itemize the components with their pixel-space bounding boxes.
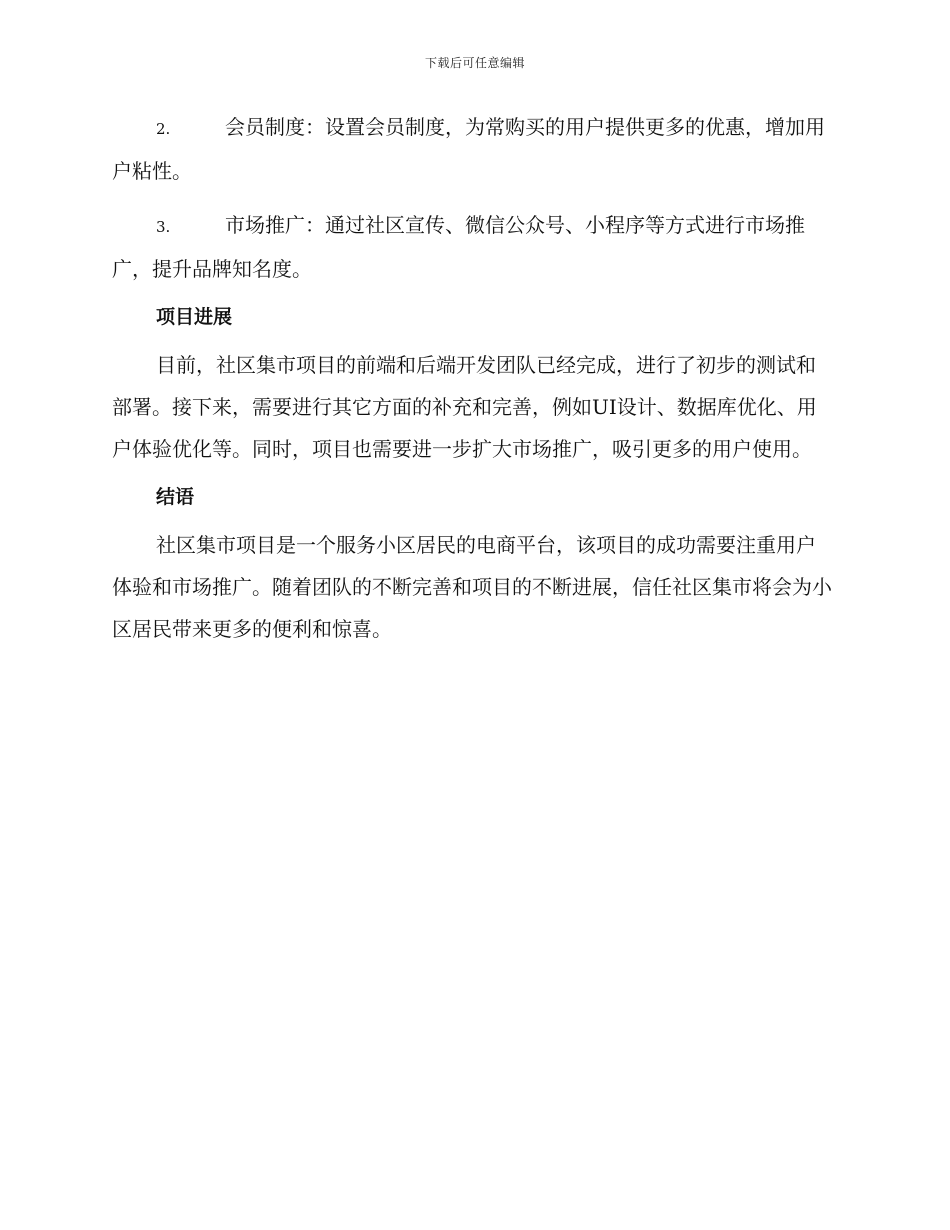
numbered-item-3 xyxy=(112,204,832,290)
item-text: 市场推广：通过社区宣传、微信公众号、小程序等方式进行市场推广，提升品牌知名度。 xyxy=(112,213,805,281)
page-header: 下载后可任意编辑 xyxy=(424,56,525,70)
progress-paragraph: 目前，社区集市项目的前端和后端开发团队已经完成，进行了初步的测试和部署。接下来，需要进行其它方面的补充和完善，例如UI设计、数据库优化、用户体验优化等。同时，项目也需要进一步扩大市场推广，吸引更多的用户使用。 xyxy=(112,353,817,461)
item-text: 会员制度：设置会员制度，为常购买的用户提供更多的优惠，增加用户粘性。 xyxy=(112,115,825,183)
item-number: 2. xyxy=(156,120,171,138)
document-body xyxy=(112,106,832,662)
numbered-item-2 xyxy=(112,106,832,192)
section-heading-conclusion: 结语 xyxy=(156,486,195,508)
item-number: 3. xyxy=(156,218,171,236)
conclusion-paragraph: 社区集市项目是一个服务小区居民的电商平台，该项目的成功需要注重用户体验和市场推广。随着团队的不断完善和项目的不断进展，信任社区集市将会为小区居民带来更多的便利和惊喜。 xyxy=(112,533,832,641)
section-heading-progress: 项目进展 xyxy=(156,306,233,328)
